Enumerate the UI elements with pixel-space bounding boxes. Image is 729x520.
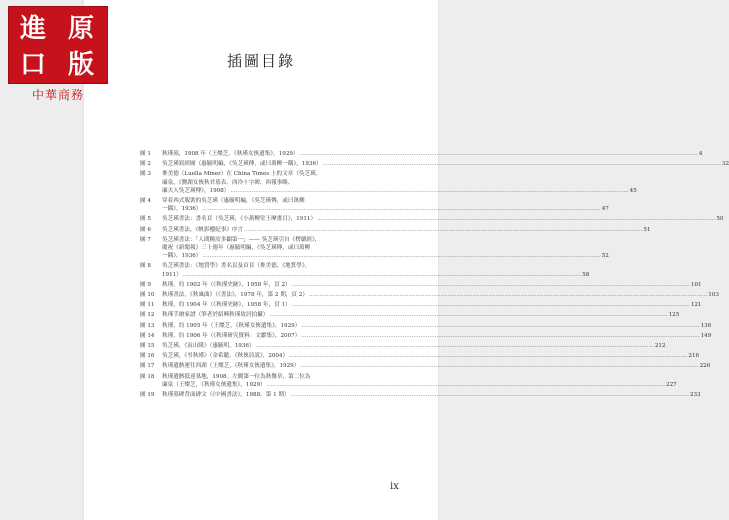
figure-caption-line: 麥美德（Luella Miner）在 China Times 上的文章（吳芝瑛、 (162, 171, 322, 178)
figure-caption-line: 秋瑾，約 1902 年（《秋瑾史跡》，1958 年，頁 2） (162, 281, 291, 288)
dot-leader (202, 252, 600, 260)
badge-char-3: 口 (19, 49, 46, 80)
dot-leader (300, 362, 698, 370)
figure-caption-line: 吳芝瑛寫經圖（惠毓明編，《吳芝瑛傳，或曰萬柳一隅》，1936） (162, 161, 322, 168)
figure-number: 圖 3 (140, 171, 151, 178)
figure-entry (140, 301, 702, 309)
badge-char-4: 版 (67, 49, 94, 80)
figure-number: 圖 6 (140, 226, 151, 233)
figure-entry (140, 150, 703, 158)
page-number: ix (390, 481, 399, 492)
dot-leader (202, 205, 600, 213)
badge-char-1: 進 (19, 13, 46, 44)
figure-page: 101 (690, 281, 702, 288)
figure-caption-line: 吳芝瑛書法：「人間稱汝多闢第一」—— 吳芝瑛引自《楞嚴經》， (162, 236, 321, 243)
figure-number: 圖 14 (140, 332, 155, 339)
figure-caption-line: 秋瑾遺骸運往西湖（王燦芝，《秋瑾女俠遺集》，1929） (162, 363, 300, 370)
figure-caption-line: 廉夫人吳芝瑛傳》，1908） (162, 187, 230, 194)
figure-number: 圖 19 (140, 392, 155, 399)
dot-leader (183, 271, 581, 279)
figure-entry (140, 362, 711, 370)
figure-number: 圖 12 (140, 312, 155, 319)
badge-char-2: 原 (67, 13, 94, 44)
dot-leader (317, 215, 715, 223)
dot-leader (230, 187, 628, 195)
badge-subtitle: 中華商務 (31, 88, 84, 102)
figure-caption-line: 吳芝瑛書法：《地質學》書名頁及首頁（麥美德，《地質學》， (162, 263, 311, 270)
figure-entry (140, 160, 729, 168)
figure-number: 圖 11 (140, 302, 155, 309)
figure-page: 32 (721, 161, 729, 168)
figure-entry (140, 170, 637, 195)
figure-entry (140, 322, 712, 330)
figure-entry (140, 373, 677, 389)
figure-caption-line: 吳芝瑛書法：書名頁（吳芝瑛，《小萬柳堂王摩畫目》，1911） (162, 216, 317, 223)
dot-leader (289, 352, 687, 360)
figure-entry (140, 226, 651, 234)
figure-page: 4 (698, 151, 703, 157)
figure-page: 226 (699, 363, 711, 370)
figure-caption-line: 慶祝《新聞報》三十週年（惠毓明編，《吳芝瑛傳，或曰萬柳 (162, 245, 311, 252)
figure-caption-line: 吳芝瑛，《寅山隆》（惠毓明，1936） (162, 343, 255, 350)
figure-caption-line: 秋瑾墓，1908 年（王燦芝，《秋瑾女俠遺集》，1929） (162, 151, 299, 157)
dot-leader (267, 381, 665, 389)
figure-number: 圖 16 (140, 353, 155, 360)
figure-page: 136 (700, 322, 712, 329)
figure-caption-line: 秋瑾墓碑背面碑文（《中國書法》，1988，第 1 期） (162, 392, 290, 399)
dot-leader (301, 332, 699, 340)
figure-page: 233 (689, 392, 701, 399)
figure-caption-line: 穿着西式服裝的吳芝瑛（惠毓明編，《吳芝瑛傳，或曰萬柳 (162, 198, 305, 205)
figure-page: 50 (716, 216, 724, 223)
figure-caption-line: 秋瑾，約 1906 年（《秋瑾研究資料：文獻集》，2007） (162, 332, 301, 339)
figure-entry (140, 197, 609, 213)
figure-caption-line: 秋瑾，約 1905 年（王燦芝，《秋瑾女俠遺集》，1929） (162, 322, 301, 329)
figure-entry (140, 262, 590, 278)
dot-leader (292, 301, 690, 309)
figure-number: 圖 9 (140, 281, 151, 288)
dot-leader (256, 342, 654, 350)
figure-entry (140, 332, 712, 340)
figure-entry (140, 215, 724, 223)
dot-leader (301, 322, 699, 330)
dot-leader (300, 150, 698, 158)
figure-entry (140, 391, 701, 399)
figure-caption-line: 一隅》，1936） (162, 253, 202, 260)
figure-page: 47 (601, 206, 609, 213)
figure-caption-line: 吳芝瑛書法，《帆影樓紀事》序言 (162, 226, 244, 233)
dot-leader (244, 226, 642, 234)
figure-caption-line: 秋瑾，約 1904 年（《秋瑾史跡》，1958 年，頁 1） (162, 302, 291, 309)
figure-number: 圖 17 (140, 363, 155, 370)
figure-number: 圖 5 (140, 216, 151, 223)
figure-caption-line: 秋瑾手繪家譜（筆者於紹興秋瑾故居拍攝） (162, 312, 269, 319)
figure-page: 103 (708, 292, 719, 299)
figure-caption-line: 1911） (162, 271, 182, 278)
figure-number: 圖 4 (140, 198, 151, 205)
figure-caption-line: 廉泉（王燦芝，《秋瑾女俠遺集》，1929） (162, 381, 266, 388)
figure-number: 圖 2 (140, 161, 151, 168)
figure-entry (140, 352, 700, 360)
figure-caption-line: 秋瑾遺骸抵達墓地，1908。左側第一位為秋譽章，第二位為 (162, 373, 311, 380)
figure-page: 58 (582, 271, 590, 278)
dot-leader (292, 281, 690, 289)
figure-page: 227 (666, 381, 677, 388)
figure-entry (140, 291, 719, 299)
figure-number: 圖 18 (140, 373, 155, 380)
dot-leader (291, 391, 689, 399)
dot-leader (269, 311, 667, 319)
figure-page: 52 (601, 253, 609, 260)
dot-leader (323, 160, 721, 168)
figure-page: 121 (690, 302, 702, 309)
figure-number: 圖 15 (140, 343, 155, 350)
figure-page: 216 (688, 353, 700, 360)
figure-number: 圖 13 (140, 322, 155, 329)
figure-number: 圖 1 (140, 151, 151, 157)
figure-page: 45 (629, 187, 637, 194)
page-title: 插圖目錄 (226, 52, 295, 70)
figure-page: 149 (700, 332, 712, 339)
figure-entry (140, 236, 609, 261)
figure-entry (140, 281, 702, 289)
figure-page: 212 (654, 343, 666, 350)
figure-page: 125 (668, 312, 680, 319)
figure-list (140, 150, 729, 401)
figure-caption-line: 一隅》，1936） (162, 206, 202, 213)
dot-leader (309, 291, 707, 299)
figure-caption-line: 廉泉，《鹽湖女俠秋君墓表、西泠十字碑、西報事略、 (162, 179, 294, 186)
figure-number: 圖 10 (140, 292, 155, 299)
figure-number: 圖 7 (140, 236, 151, 243)
figure-caption-line: 秋瑾書法，《秋風曲》（《書法》，1978 年，第 2 期，頁 2） (162, 292, 308, 299)
figure-entry (140, 342, 666, 350)
figure-caption-line: 吳芝瑛，《弔秋瑾》（金希聽，《秋俠詩說》，2004） (162, 353, 289, 360)
figure-number: 圖 8 (140, 263, 151, 270)
figure-entry (140, 311, 680, 319)
figure-page: 51 (643, 226, 651, 233)
